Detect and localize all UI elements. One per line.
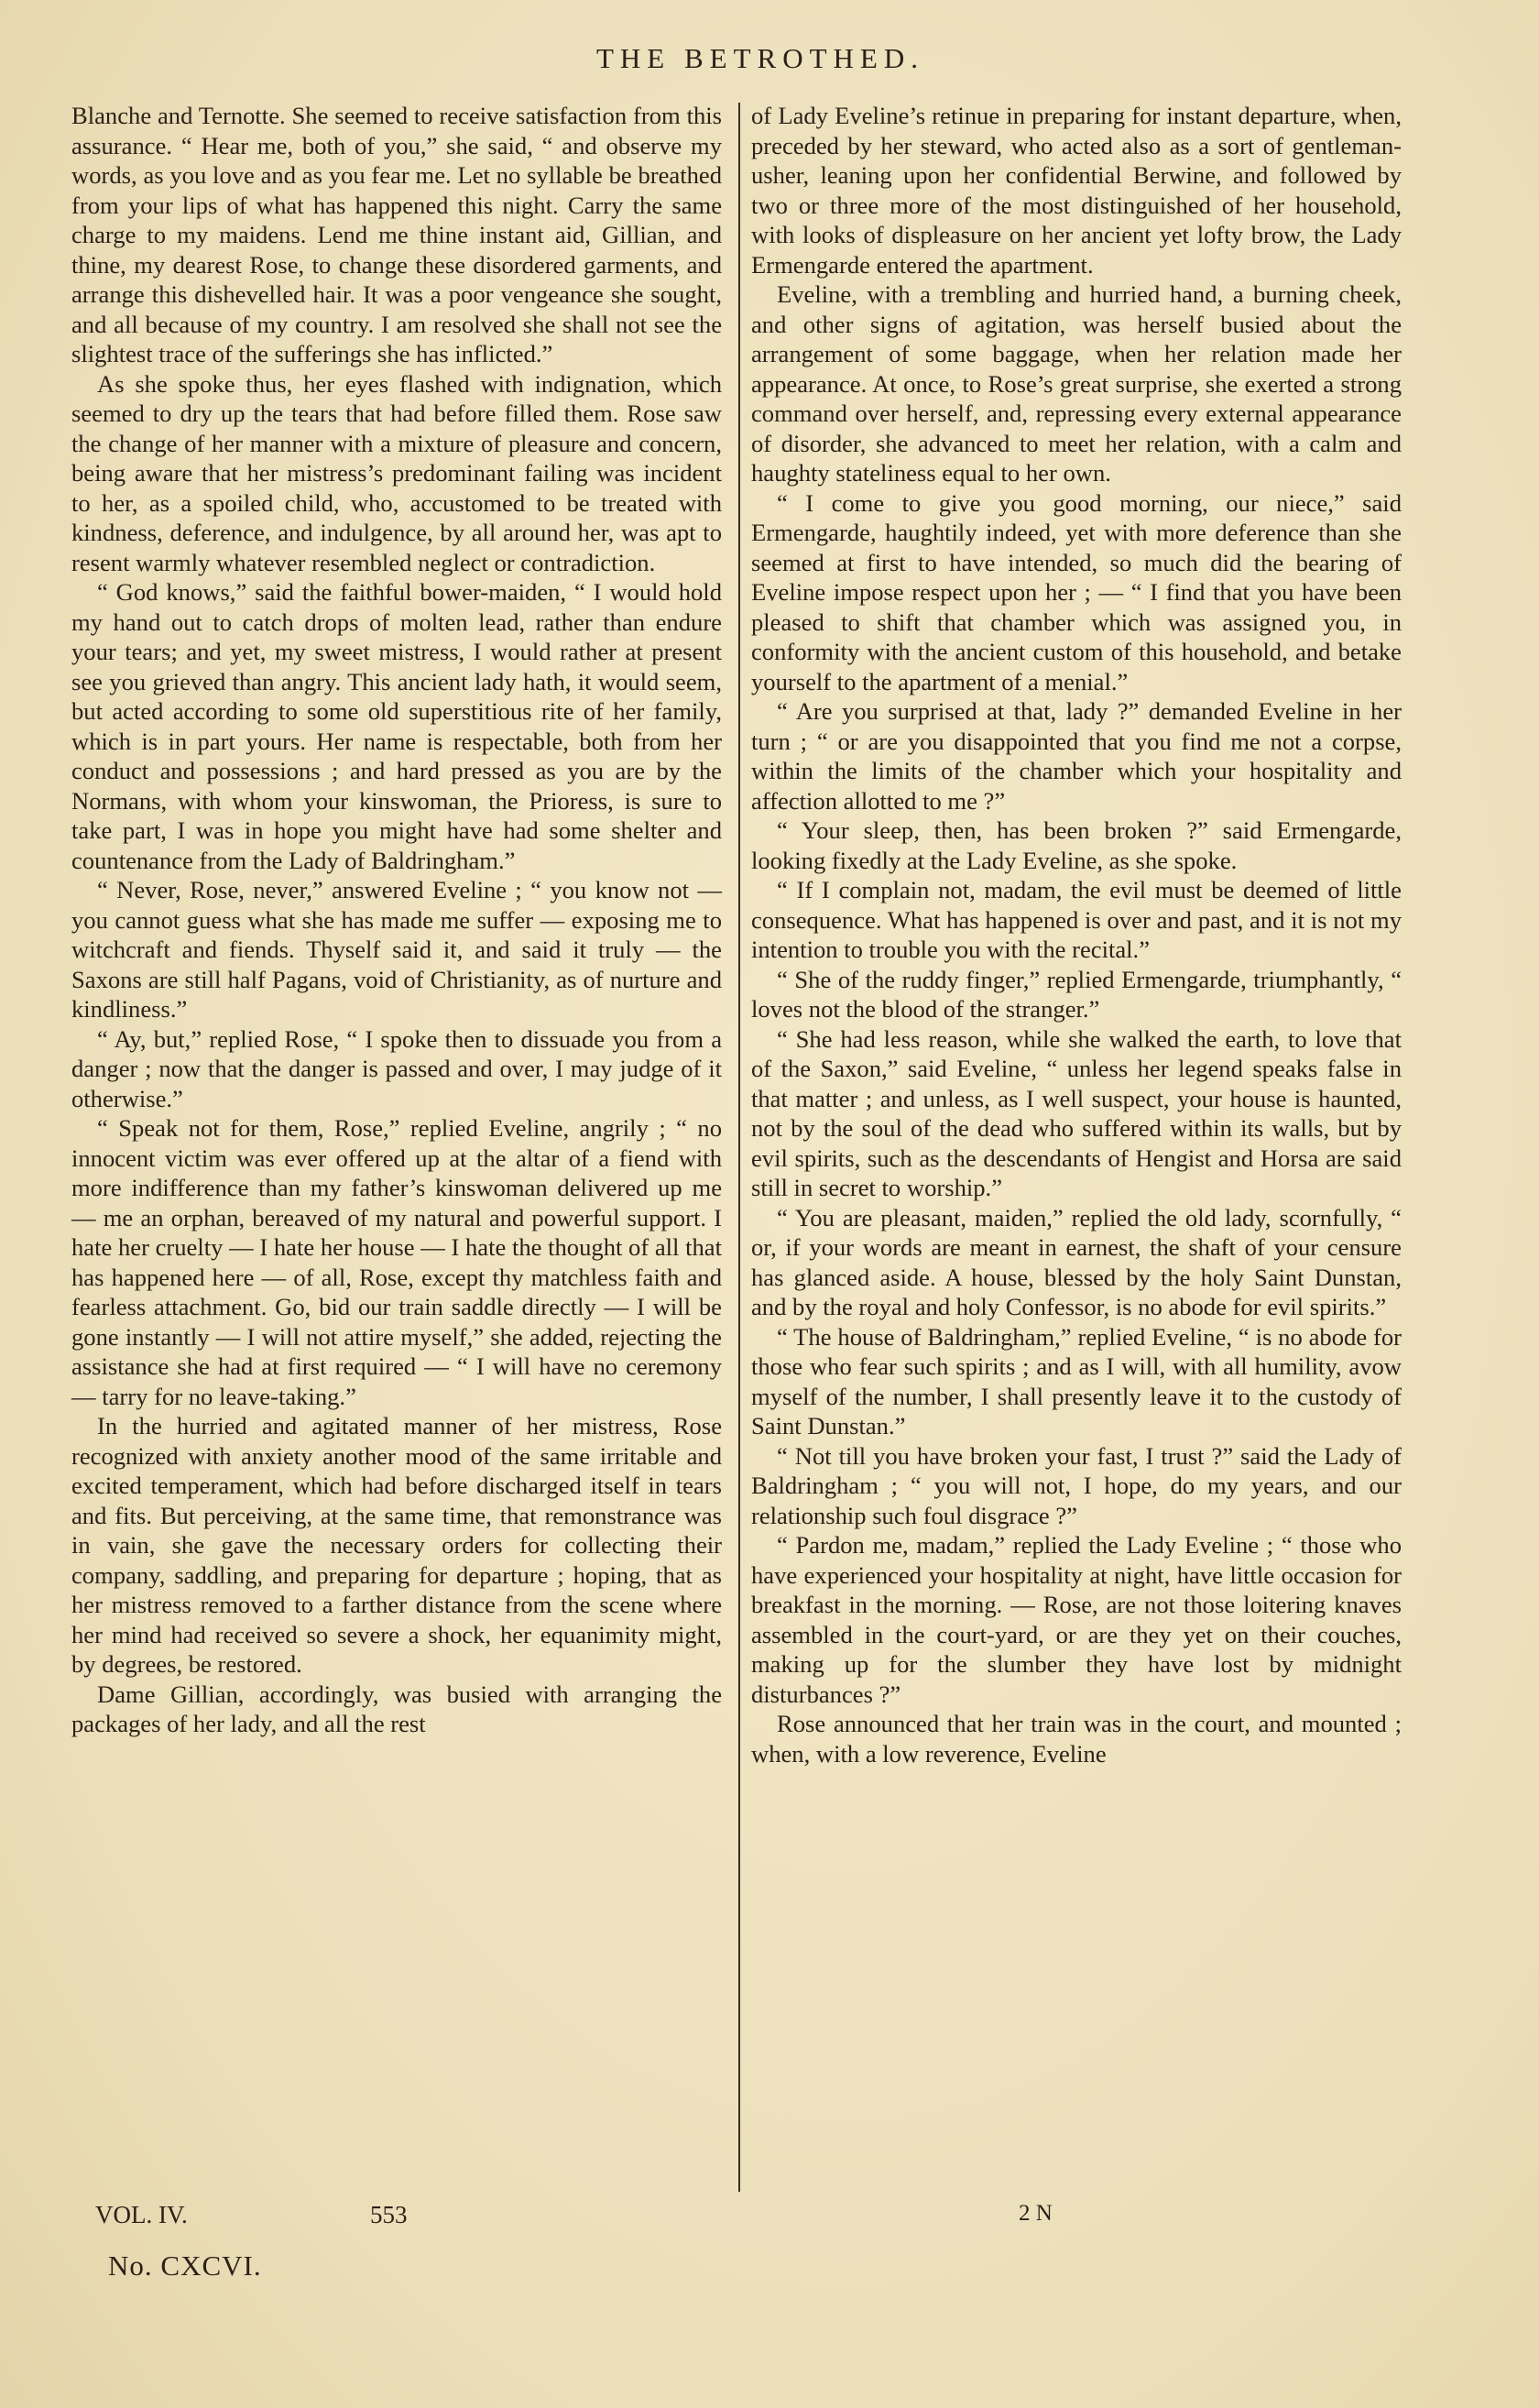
paragraph: Dame Gillian, accordingly, was busied with arranging the packages of her lady, and all the rest <box>71 1680 722 1737</box>
paragraph: “ Are you surprised at that, lady ?” demanded Eveline in her turn ; “ or are you disappointed that you find me not a corpse, within the limits of the chamber which your hospitality and affection allotted to me ?” <box>751 697 1402 815</box>
paragraph: “ The house of Baldringham,” replied Eveline, “ is no abode for those who fear such spirits ; and as I will, with all humility, avow myself of the number, I shall presently leave it to the custody of Saint Dunstan.” <box>751 1322 1402 1439</box>
paragraph: “ Speak not for them, Rose,” replied Eveline, angrily ; “ no innocent victim was ever offered up at the altar of a fiend with more indifference than my father’s kinswoman delivered up me — me an orphan, bereaved of my natural and powerful support. I hate her cruelty — I hate her house — I hate the thought of all that has happened here — of all, Rose, except thy matchless faith and fearless attachment. Go, bid our train saddle directly — I will be gone instantly — I will not attire myself,” she added, rejecting the assistance she had at first required — “ I will have no ceremony — tarry for no leave-taking.” <box>71 1114 722 1410</box>
right-column <box>751 101 1402 1768</box>
running-title: THE BETROTHED. <box>595 42 925 74</box>
page-number: 553 <box>370 2201 408 2228</box>
paragraph: “ Your sleep, then, has been broken ?” said Ermengarde, looking fixedly at the Lady Eveline, as she spoke. <box>751 816 1402 874</box>
left-column <box>71 101 722 1739</box>
paragraph: “ She of the ruddy finger,” replied Ermengarde, triumphantly, “ loves not the blood of the stranger.” <box>751 965 1402 1023</box>
paragraph: As she spoke thus, her eyes flashed with indignation, which seemed to dry up the tears that had before filled them. Rose saw the change of her manner with a mixture of pleasure and concern, being aware that her mistress’s predominant failing was incident to her, as a spoiled child, who, accustomed to be treated with kindness, deference, and indulgence, by all around her, was apt to resent warmly whatever resembled neglect or contradiction. <box>71 369 722 576</box>
volume-label: VOL. IV. <box>95 2201 188 2228</box>
paragraph: Eveline, with a trembling and hurried hand, a burning cheek, and other signs of agitation, was herself busied about the arrangement of some baggage, when her relation made her appearance. At once, to Rose’s great surprise, she exerted a strong command over herself, and, repressing every external appearance of disorder, she advanced to meet her relation, with a calm and haughty stateliness equal to her own. <box>751 280 1402 487</box>
signature-mark: 2 N <box>1019 2201 1053 2226</box>
paragraph: “ Not till you have broken your fast, I trust ?” said the Lady of Baldringham ; “ you will not, I hope, do my years, and our relationship such foul disgrace ?” <box>751 1441 1402 1529</box>
column-divider <box>738 103 740 2192</box>
paragraph: of Lady Eveline’s retinue in preparing for instant departure, when, preceded by her steward, who acted also as a sort of gentleman-usher, leaning upon her confidential Berwine, and followed by two or three more of the most distinguished of her household, with looks of displeasure on her ancient yet lofty brow, the Lady Ermengarde entered the apartment. <box>751 102 1402 279</box>
footer-volume-line <box>95 2201 408 2229</box>
paragraph: “ You are pleasant, maiden,” replied the old lady, scornfully, “ or, if your words are meant in earnest, the shaft of your censure has glanced aside. A house, blessed by the holy Saint Dunstan, and by the royal and holy Confessor, is no abode for evil spirits.” <box>751 1203 1402 1320</box>
paragraph: “ Never, Rose, never,” answered Eveline ; “ you know not — you cannot guess what she has made me suffer — exposing me to witchcraft and fiends. Thyself said it, and said it truly — the Saxons are still half Pagans, void of Christianity, as of nurture and kindliness.” <box>71 876 722 1023</box>
paragraph: “ Pardon me, madam,” replied the Lady Eveline ; “ those who have experienced your hospitality at night, have little occasion for breakfast in the morning. — Rose, are not those loitering knaves assembled in the court-yard, or are they yet on their couches, making up for the slumber they have lost by midnight disturbances ?” <box>751 1531 1402 1708</box>
paragraph: “ God knows,” said the faithful bower-maiden, “ I would hold my hand out to catch drops of molten lead, rather than endure your tears; and yet, my sweet mistress, I would rather at present see you grieved than angry. This ancient lady hath, it would seem, but acted according to some old superstitious rite of her family, which is in part yours. Her name is respectable, both from her conduct and possessions ; and hard pressed as you are by the Normans, with whom your kinswoman, the Prioress, is sure to take part, I was in hope you might have had some shelter and countenance from the Lady of Baldringham.” <box>71 578 722 874</box>
issue-number: No. CXCVI. <box>108 2249 262 2282</box>
paragraph: “ She had less reason, while she walked the earth, to love that of the Saxon,” said Eveline, “ unless her legend speaks false in that matter ; and unless, as I well suspect, your house is haunted, not by the soul of the dead who suffered within its walls, but by evil spirits, such as the descendants of Hengist and Horsa are said still in secret to worship.” <box>751 1024 1402 1201</box>
paragraph: Rose announced that her train was in the court, and mounted ; when, with a low reverence, Eveline <box>751 1710 1402 1768</box>
paragraph: “ If I complain not, madam, the evil must be deemed of little consequence. What has happened is over and past, and it is not my intention to trouble you with the recital.” <box>751 876 1402 963</box>
paragraph: “ Ay, but,” replied Rose, “ I spoke then to dissuade you from a danger ; now that the danger is passed and over, I may judge of it otherwise.” <box>71 1024 722 1112</box>
paragraph: “ I come to give you good morning, our niece,” said Ermengarde, haughtily indeed, yet with more deference than she seemed at first to have intended, so much did the bearing of Eveline impose respect upon her ; — “ I find that you have been pleased to shift that chamber which was assigned you, in conformity with the ancient custom of this household, and betake yourself to the apartment of a menial.” <box>751 488 1402 695</box>
paragraph: Blanche and Ternotte. She seemed to receive satisfaction from this assurance. “ Hear me, both of you,” she said, “ and observe my words, as you love and as you fear me. Let no syllable be breathed from your lips of what has happened this night. Carry the same charge to my maidens. Lend me thine instant aid, Gillian, and thine, my dearest Rose, to change these disordered garments, and arrange this dishevelled hair. It was a poor vengeance she sought, and all because of my country. I am resolved she shall not see the slightest trace of the sufferings she has inflicted.” <box>71 102 722 367</box>
paragraph: In the hurried and agitated manner of her mistress, Rose recognized with anxiety another mood of the same irritable and excited temperament, which had before discharged itself in tears and fits. But perceiving, at the same time, that remonstrance was in vain, she gave the necessary orders for collecting their company, saddling, and preparing for departure ; hoping, that as her mistress removed to a farther distance from the scene where her mind had received so severe a shock, her equanimity might, by degrees, be restored. <box>71 1412 722 1678</box>
text-columns <box>71 101 1402 2227</box>
